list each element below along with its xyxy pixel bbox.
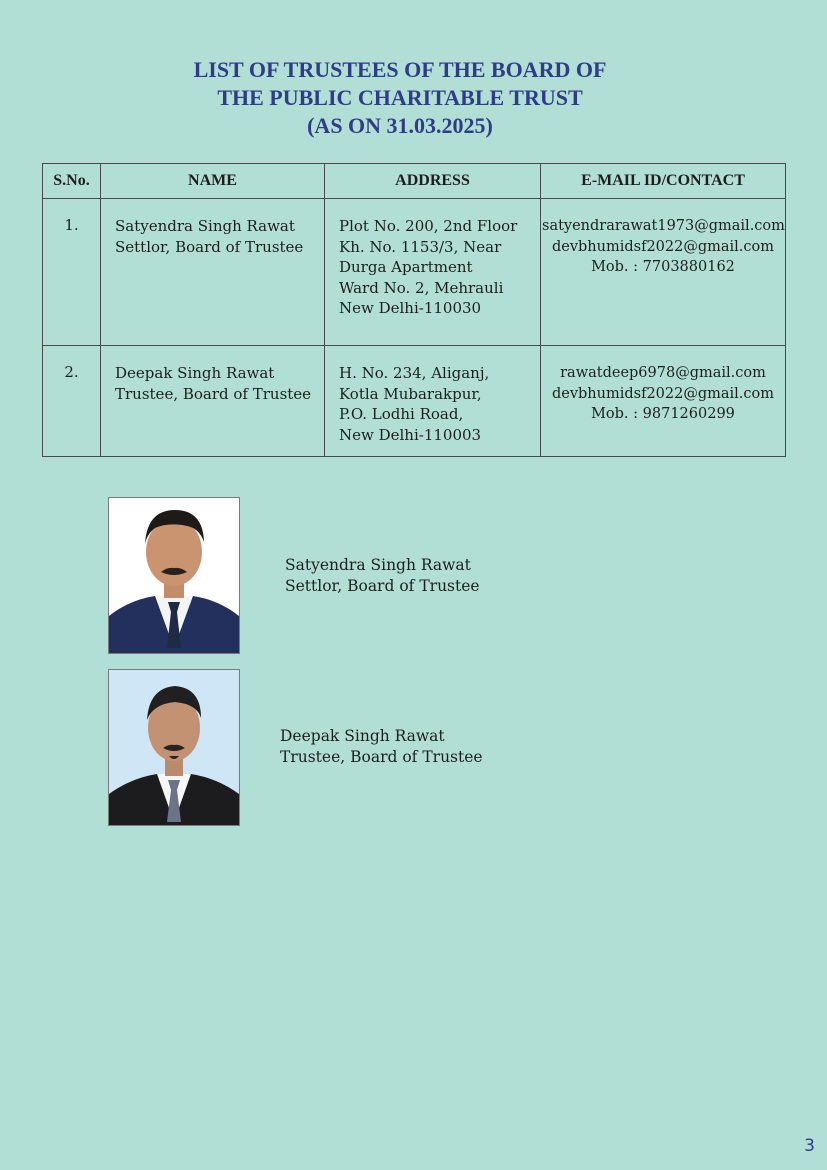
address-line: Durga Apartment xyxy=(339,258,473,276)
address-line: Plot No. 200, 2nd Floor xyxy=(339,217,518,235)
email-text: devbhumidsf2022@gmail.com xyxy=(551,385,775,402)
trustee-photo-1 xyxy=(108,497,240,654)
table-row xyxy=(43,199,786,346)
cell-address xyxy=(325,199,541,346)
title-line-2: THE PUBLIC CHARITABLE TRUST xyxy=(217,85,583,110)
cell-sno: 1. xyxy=(43,199,101,346)
role-text: Trustee, Board of Trustee xyxy=(115,384,312,403)
email-text: satyendrarawat1973@gmail.com xyxy=(542,218,785,234)
cell-contact xyxy=(541,199,786,346)
header-sno: S.No. xyxy=(43,164,101,199)
mobile-text: Mob. : 9871260299 xyxy=(591,406,735,422)
role-text: Settlor, Board of Trustee xyxy=(115,237,304,256)
address-line: New Delhi-110003 xyxy=(339,425,482,444)
address-line: Ward No. 2, Mehrauli xyxy=(339,278,504,297)
profile-name: Deepak Singh Rawat xyxy=(280,727,445,745)
header-address: ADDRESS xyxy=(325,164,541,199)
address-line: New Delhi-110030 xyxy=(339,299,482,317)
page-number: 3 xyxy=(804,1136,815,1156)
name-text: Deepak Singh Rawat xyxy=(115,364,275,382)
name-text: Satyendra Singh Rawat xyxy=(115,217,295,235)
cell-address xyxy=(325,346,541,457)
email-text: rawatdeep6978@gmail.com xyxy=(560,365,766,381)
title-line-1: LIST OF TRUSTEES OF THE BOARD OF xyxy=(193,57,607,82)
page-title xyxy=(0,56,800,140)
profile-caption-2 xyxy=(280,726,483,767)
email-text: devbhumidsf2022@gmail.com xyxy=(551,238,775,255)
profile-role: Trustee, Board of Trustee xyxy=(280,747,483,766)
header-contact: E-MAIL ID/CONTACT xyxy=(541,164,786,199)
address-line: Kh. No. 1153/3, Near xyxy=(339,237,502,256)
header-name: NAME xyxy=(101,164,325,199)
address-line: Kotla Mubarakpur, xyxy=(339,384,482,403)
cell-sno: 2. xyxy=(43,346,101,457)
cell-name xyxy=(101,199,325,346)
profile-caption-1 xyxy=(285,555,480,596)
address-line: H. No. 234, Aliganj, xyxy=(339,364,490,382)
portrait-image xyxy=(109,670,239,825)
trustees-table xyxy=(42,163,786,457)
cell-contact xyxy=(541,346,786,457)
profile-role: Settlor, Board of Trustee xyxy=(285,576,480,595)
cell-name xyxy=(101,346,325,457)
address-line: P.O. Lodhi Road, xyxy=(339,405,464,423)
mobile-text: Mob. : 7703880162 xyxy=(591,259,735,275)
portrait-image xyxy=(109,498,239,653)
title-line-3: (AS ON 31.03.2025) xyxy=(307,113,493,138)
table-header-row xyxy=(43,164,786,199)
table-row xyxy=(43,346,786,457)
trustee-photo-2 xyxy=(108,669,240,826)
profile-name: Satyendra Singh Rawat xyxy=(285,556,471,574)
